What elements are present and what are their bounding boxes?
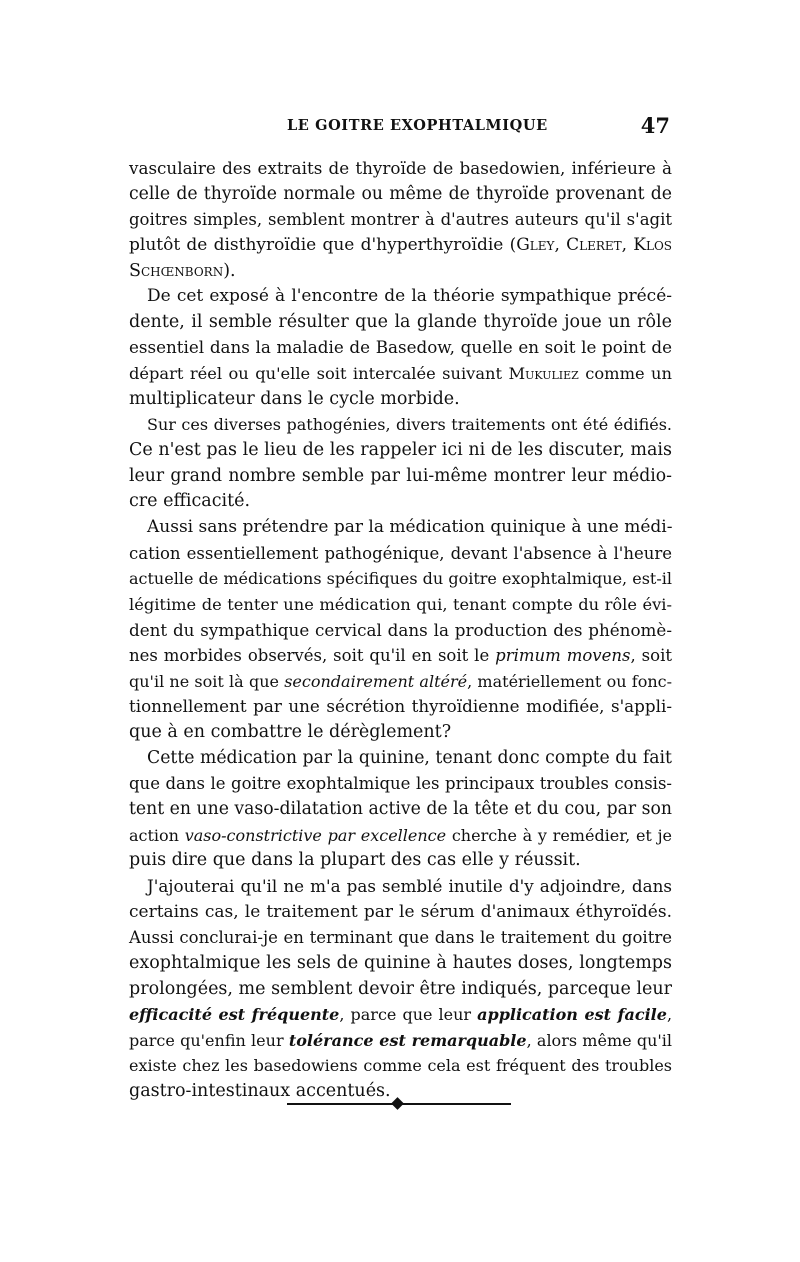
text-line: certains cas, le traitement par le sérum d'animaux éthyroïdés. [129,901,672,922]
text-line: puis dire que dans la plupart des cas elle y réussit. [129,850,581,871]
text-run: ). [223,260,236,281]
italic-phrase: application est facile [477,1005,667,1025]
text-line: légitime de tenter une médication qui, tenant compte du rôle évi- [129,594,672,614]
text-run: , matériellement ou fonc- [467,671,672,691]
text-line: dente, il semble résulter que la glande thyroïde joue un rôle [129,311,672,332]
text-run: parce qu'enfin leur [129,1030,289,1050]
text-line: exophtalmique les sels de quinine à hautes doses, longtemps [129,952,672,973]
text-line [129,823,672,849]
text-line: goitres simples, semblent montrer à d'autres auteurs qu'il s'agit [129,210,672,230]
text-line: tionnellement par une sécrétion thyroïdienne modifiée, s'appli- [129,696,672,717]
body-text [129,156,672,1105]
italic-phrase: efficacité est fréquente [129,1005,340,1025]
text-line: De cet exposé à l'encontre de la théorie sympathique précé- [147,286,672,307]
end-ornament [287,1096,511,1112]
text-line: Aussi sans prétendre par la médication quinique à une médi- [147,516,673,537]
text-line [129,1002,672,1028]
text-line: cre efficacité. [129,491,251,512]
text-line: prolongées, me semblent devoir être indiqués, parceque leur [129,978,672,999]
page-number: 47 [640,113,670,138]
author-names: Schœnborn [129,260,224,281]
text-run: nes morbides observés, soit qu'il en soit le [129,646,496,666]
text-line: gastro-intestinaux accentués. [129,1081,391,1102]
diamond-icon [391,1097,404,1110]
text-run: plutôt de disthyroïdie que d'hyperthyroïdie ( [129,234,517,255]
text-line: dent du sympathique cervical dans la production des phénomè- [129,619,672,640]
text-line: Cette médication par la quinine, tenant donc compte du fait [147,747,672,768]
text-run: qu'il ne soit là que [129,671,285,691]
italic-phrase: tolérance est remarquable [288,1030,527,1050]
text-line: J'ajouterai qu'il ne m'a pas semblé inutile d'y adjoindre, dans [147,875,672,896]
text-line: multiplicateur dans le cycle morbide. [129,388,460,409]
text-run: comme un [578,364,672,384]
text-line: celle de thyroïde normale ou même de thyroïde provenant de [129,183,672,204]
italic-phrase: vaso-constrictive par excellence [184,825,447,845]
italic-phrase: secondairement altéré [284,671,468,691]
text-run: , soit [630,646,672,666]
text-line: essentiel dans la maladie de Basedow, quelle en soit le point de [129,337,672,358]
italic-phrase: primum movens [495,646,631,666]
text-run: , [666,1005,673,1025]
text-line: actuelle de médications spécifiques du goitre exophtalmique, est-il [129,569,672,589]
text-line [129,669,672,695]
text-line: cation essentiellement pathogénique, devant l'absence à l'heure [129,543,672,563]
text-line: leur grand nombre semble par lui-même montrer leur médio- [129,465,672,486]
text-line [129,643,672,669]
text-line: Ce n'est pas le lieu de les rappeler ici ni de les discuter, mais [129,440,672,461]
text-line [129,233,672,259]
text-line [129,259,672,285]
text-line [129,361,672,387]
text-run: cherche à y remédier, et je [446,825,673,845]
text-line: Aussi conclurai-je en terminant que dans le traitement du goitre [129,928,672,948]
text-line: que dans le goitre exophtalmique les principaux troubles consis- [129,774,672,794]
text-line: Sur ces diverses pathogénies, divers traitements ont été édifiés. [147,415,672,435]
running-head [129,115,670,143]
text-run: , parce que leur [339,1005,478,1025]
text-line: que à en combattre le dérèglement? [129,722,452,743]
author-names: Gley, Cleret, Klos [516,234,673,255]
text-run: , alors même qu'il [526,1030,673,1050]
text-line: existe chez les basedowiens comme cela est fréquent des troubles [129,1056,672,1076]
text-line: vasculaire des extraits de thyroïde de basedowien, inférieure à [129,158,672,178]
text-run: action [129,825,185,845]
author-names: Mukuliez [508,364,579,384]
text-run: départ réel ou qu'elle soit intercalée suivant [129,364,509,384]
running-title: LE GOITRE EXOPHTALMIQUE [287,117,548,134]
text-line [129,1028,672,1054]
text-line: tent en une vaso-dilatation active de la tête et du cou, par son [129,799,672,820]
